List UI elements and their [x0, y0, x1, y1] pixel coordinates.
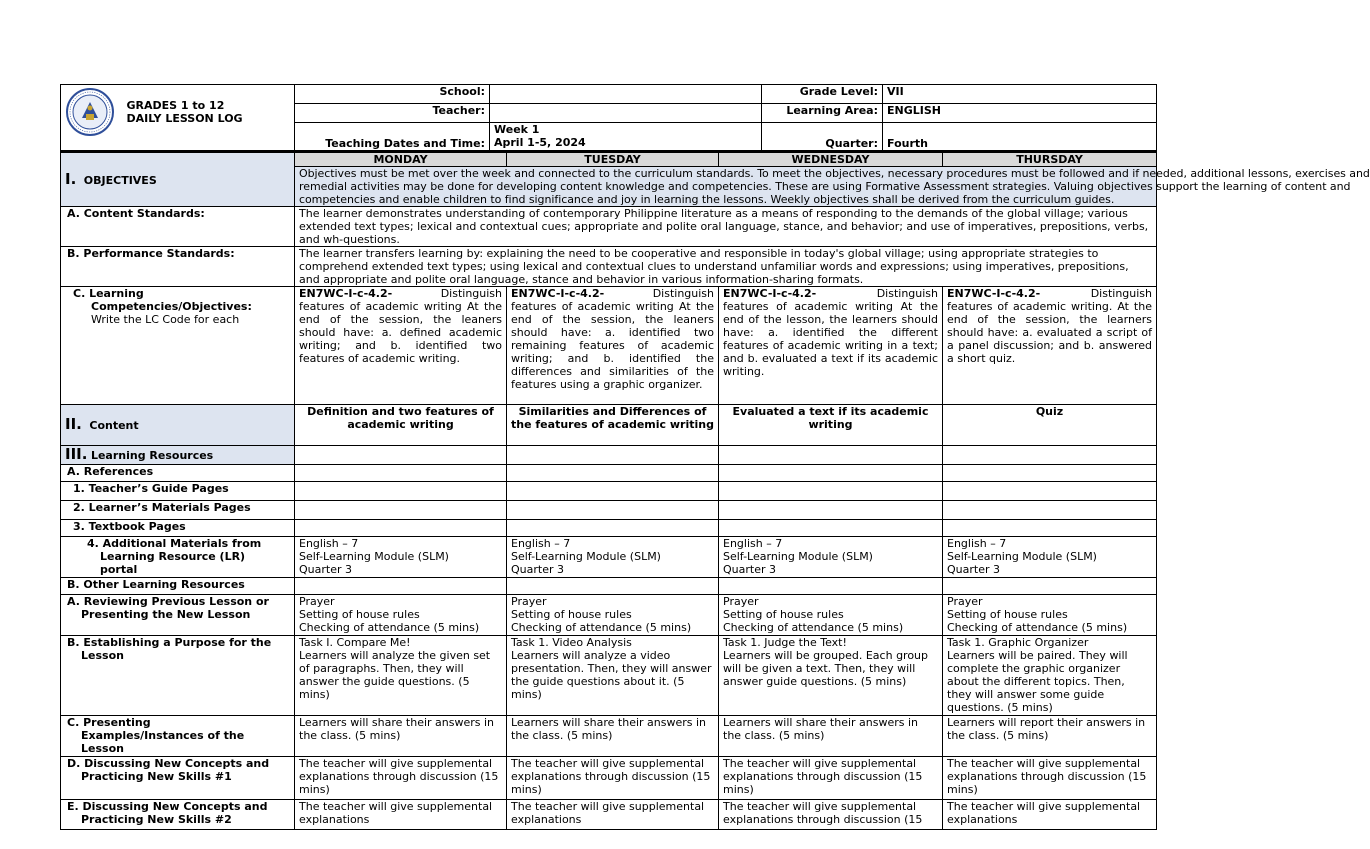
lc-code-verb: Distinguish: [1090, 287, 1152, 300]
additional-materials-line: 4. Additional Materials from: [87, 537, 262, 550]
material-line: Self-Learning Module (SLM): [723, 550, 873, 563]
purpose-label-line: B. Establishing a Purpose for the: [67, 636, 272, 649]
empty-cell: [507, 465, 719, 482]
content-wednesday: Evaluated a text if its academic writing: [719, 405, 943, 446]
competencies-label-line: Competencies/Objectives:: [91, 300, 252, 313]
review-label-line: A. Reviewing Previous Lesson or: [67, 595, 269, 608]
task-title: Task 1. Graphic Organizer: [947, 636, 1089, 649]
references-label: A. References: [61, 465, 295, 482]
review-label-line: Presenting the New Lesson: [81, 608, 251, 621]
lc-code: EN7WC-I-c-4.2-: [947, 287, 1041, 300]
task-body: Learners will be paired. They will complete the graphic organizer about the different topics. Then, they will answer some guide questions. (5 mins): [947, 649, 1128, 714]
purpose-monday: [295, 636, 507, 716]
content-label: Content: [89, 419, 139, 432]
content-heading: [61, 405, 295, 446]
other-resources-label: B. Other Learning Resources: [61, 578, 295, 595]
empty-cell: [943, 501, 1157, 520]
header-table: [60, 84, 1157, 151]
empty-cell: [719, 465, 943, 482]
presenting-wednesday: Learners will share their answers in the class. (5 mins): [719, 716, 943, 757]
competencies-label: [61, 287, 295, 405]
empty-cell: [507, 482, 719, 501]
purpose-thursday: [943, 636, 1157, 716]
teaching-dates-field[interactable]: [490, 123, 762, 151]
competency-thursday: [943, 287, 1157, 405]
teacher-label: Teacher:: [295, 104, 490, 123]
additional-materials-thursday: [943, 537, 1157, 578]
date-range-text: April 1-5, 2024: [494, 136, 586, 149]
lesson-table: [60, 151, 1370, 830]
lc-code-verb: Distinguish: [440, 287, 502, 300]
empty-cell: [295, 520, 507, 537]
learning-resources-heading: [61, 446, 295, 465]
review-label: [61, 595, 295, 636]
competency-tuesday: [507, 287, 719, 405]
objectives-roman: I.: [65, 169, 77, 188]
grade-level-label: Grade Level:: [762, 85, 883, 104]
lc-code: EN7WC-I-c-4.2-: [511, 287, 605, 300]
competency-body: features of academic writing At the end of the session, the leaners should have: a. defined academic writing; and b. identified two features of academic writing.: [299, 300, 502, 365]
quarter-field[interactable]: Fourth: [883, 123, 1157, 151]
resources-roman: III.: [65, 445, 88, 463]
teachers-guide-label: 1. Teacher’s Guide Pages: [61, 482, 295, 501]
presenting-monday: Learners will share their answers in the class. (5 mins): [295, 716, 507, 757]
week-text: Week 1: [494, 123, 540, 136]
competency-body: features of academic writing. At the end of the session, the learners should have: a. evaluated a script of a panel discussion; and b. answered a short quiz.: [947, 300, 1152, 365]
competency-body: features of academic writing At the end of the lesson, the learners should have: a. identified the different features of academic writing in a text; and b. evaluated a text if its academic writing.: [723, 300, 938, 378]
review-line: Checking of attendance (5 mins): [299, 621, 480, 634]
task-body: Learners will analyze a video presentation. Then, they will answer the guide questions about it. (5 mins): [511, 649, 712, 701]
school-label: School:: [295, 85, 490, 104]
deped-seal-icon: [65, 87, 115, 137]
task-title: Task 1. Video Analysis: [511, 636, 632, 649]
review-line: Prayer: [511, 595, 547, 608]
lc-code: EN7WC-I-c-4.2-: [723, 287, 817, 300]
day-header-thursday: THURSDAY: [943, 152, 1157, 167]
day-header-tuesday: TUESDAY: [507, 152, 719, 167]
content-roman: II.: [65, 415, 82, 433]
discussing-2-monday: The teacher will give supplemental explanations: [295, 800, 507, 830]
empty-cell: [943, 578, 1157, 595]
review-line: Checking of attendance (5 mins): [723, 621, 904, 634]
presenting-label-line: C. Presenting: [67, 716, 151, 729]
empty-cell: [295, 501, 507, 520]
material-line: Quarter 3: [947, 563, 1000, 576]
empty-cell: [943, 482, 1157, 501]
textbook-pages-label: 3. Textbook Pages: [61, 520, 295, 537]
learners-materials-label: 2. Learner’s Materials Pages: [61, 501, 295, 520]
review-line: Checking of attendance (5 mins): [947, 621, 1128, 634]
empty-cell: [507, 501, 719, 520]
additional-materials-label: [61, 537, 295, 578]
empty-cell: [295, 446, 507, 465]
discussing-label-line: Practicing New Skills #2: [81, 813, 232, 826]
review-line: Setting of house rules: [511, 608, 632, 621]
discussing-1-thursday: The teacher will give supplemental explanations through discussion (15 mins): [943, 757, 1157, 800]
material-line: English – 7: [947, 537, 1007, 550]
content-tuesday: Similarities and Differences of the features of academic writing: [507, 405, 719, 446]
content-thursday: Quiz: [943, 405, 1157, 446]
task-body: Learners will analyze the given set of paragraphs. Then, they will answer the guide questions. (5 mins): [299, 649, 491, 701]
presenting-thursday: Learners will report their answers in the class. (5 mins): [943, 716, 1157, 757]
discussing-label-line: D. Discussing New Concepts and: [67, 757, 270, 770]
discussing-2-tuesday: The teacher will give supplemental explanations: [507, 800, 719, 830]
task-body: Learners will be grouped. Each group will be given a text. Then, they will answer guide questions. (5 mins): [723, 649, 929, 688]
review-line: Setting of house rules: [947, 608, 1068, 621]
purpose-tuesday: [507, 636, 719, 716]
lesson-log-page: [60, 84, 1370, 830]
lc-code-verb: Distinguish: [652, 287, 714, 300]
discussing-1-label: [61, 757, 295, 800]
review-line: Prayer: [299, 595, 335, 608]
grades-line: GRADES 1 to 12: [126, 99, 225, 112]
objectives-note-line: competencies and enable children to find significance and joy in learning the lessons. Weekly objectives shall be derived from the curriculum guides.: [299, 193, 1115, 206]
presenting-label-line: Examples/Instances of the: [81, 729, 245, 742]
material-line: Self-Learning Module (SLM): [511, 550, 661, 563]
teacher-field[interactable]: [490, 104, 762, 123]
competency-body: features of academic writing At the end of the session, the leaners should have: a. identified two remaining features of academic writing; and b. identified the differences and similarities of the features using a graphic organizer.: [511, 300, 714, 391]
purpose-wednesday: [719, 636, 943, 716]
empty-cell: [507, 578, 719, 595]
learning-area-label: Learning Area:: [762, 104, 883, 123]
empty-cell: [943, 465, 1157, 482]
additional-materials-wednesday: [719, 537, 943, 578]
purpose-label: [61, 636, 295, 716]
material-line: English – 7: [511, 537, 571, 550]
empty-cell: [295, 578, 507, 595]
logo-cell: [61, 85, 295, 151]
teaching-dates-label: Teaching Dates and Time:: [295, 123, 490, 151]
empty-cell: [719, 446, 943, 465]
lc-code-verb: Distinguish: [876, 287, 938, 300]
material-line: Self-Learning Module (SLM): [299, 550, 449, 563]
resources-label: Learning Resources: [90, 449, 214, 462]
lc-code: EN7WC-I-c-4.2-: [299, 287, 393, 300]
review-line: Setting of house rules: [723, 608, 844, 621]
content-monday: Definition and two features of academic writing: [295, 405, 507, 446]
empty-cell: [943, 520, 1157, 537]
task-title: Task 1. Judge the Text!: [723, 636, 847, 649]
additional-materials-line: Learning Resource (LR): [100, 550, 246, 563]
school-field[interactable]: [490, 85, 762, 104]
material-line: Quarter 3: [511, 563, 564, 576]
material-line: Quarter 3: [299, 563, 352, 576]
review-line: Prayer: [947, 595, 983, 608]
quarter-label: Quarter:: [762, 123, 883, 151]
empty-cell: [943, 446, 1157, 465]
learning-area-field[interactable]: ENGLISH: [883, 104, 1157, 123]
competencies-label-line: C. Learning: [73, 287, 144, 300]
empty-cell: [507, 520, 719, 537]
discussing-2-thursday: The teacher will give supplemental explanations: [943, 800, 1157, 830]
content-standards-text: The learner demonstrates understanding of contemporary Philippine literature as a means of responding to the demands of the global village; various extended text types; lexical and contextual cues; appropriate and polite oral language, stance, and behavior; and use of imperatives, prepositions, verbs, and wh-questions.: [295, 207, 1157, 247]
discussing-1-tuesday: The teacher will give supplemental explanations through discussion (15 mins): [507, 757, 719, 800]
grade-level-field[interactable]: VII: [883, 85, 1157, 104]
empty-cell: [295, 482, 507, 501]
discussing-label-line: E. Discussing New Concepts and: [67, 800, 268, 813]
review-tuesday: [507, 595, 719, 636]
empty-cell: [295, 465, 507, 482]
discussing-label-line: Practicing New Skills #1: [81, 770, 232, 783]
discussing-2-label: [61, 800, 295, 830]
objectives-heading: [61, 152, 295, 207]
discussing-1-wednesday: The teacher will give supplemental explanations through discussion (15 mins): [719, 757, 943, 800]
competency-wednesday: [719, 287, 943, 405]
grades-title: [119, 87, 243, 125]
presenting-label-line: Lesson: [81, 742, 124, 755]
discussing-1-monday: The teacher will give supplemental explanations through discussion (15 mins): [295, 757, 507, 800]
material-line: Self-Learning Module (SLM): [947, 550, 1097, 563]
presenting-label: [61, 716, 295, 757]
performance-standards-text: The learner transfers learning by: explaining the need to be cooperative and responsible in today's global village; using appropriate strategies to comprehend extended text types; using lexical and contextual clues to understand unfamiliar words and expressions; using imperatives, prepositions, and appropriate and polite oral language, stance and behavior in various information-sharing formats.: [295, 247, 1157, 287]
objectives-note: [295, 167, 1370, 207]
daily-lesson-log-line: DAILY LESSON LOG: [126, 112, 243, 125]
day-header-wednesday: WEDNESDAY: [719, 152, 943, 167]
review-wednesday: [719, 595, 943, 636]
discussing-2-wednesday: The teacher will give supplemental explanations through discussion (15: [719, 800, 943, 830]
additional-materials-tuesday: [507, 537, 719, 578]
empty-cell: [719, 520, 943, 537]
objectives-note-line: remedial activities may be done for developing content knowledge and competencies. These are using Formative Assessment strategies. Valuing objectives support the learning of content and: [299, 180, 1351, 193]
task-title: Task I. Compare Me!: [299, 636, 411, 649]
review-line: Checking of attendance (5 mins): [511, 621, 692, 634]
objectives-note-line: Objectives must be met over the week and connected to the curriculum standards. To meet the objectives, necessary procedures must be followed and if needed, additional lessons, exercises and: [299, 167, 1370, 180]
review-line: Prayer: [723, 595, 759, 608]
empty-cell: [719, 578, 943, 595]
competency-monday: [295, 287, 507, 405]
empty-cell: [719, 501, 943, 520]
material-line: English – 7: [299, 537, 359, 550]
material-line: English – 7: [723, 537, 783, 550]
empty-cell: [507, 446, 719, 465]
review-thursday: [943, 595, 1157, 636]
presenting-tuesday: Learners will share their answers in the class. (5 mins): [507, 716, 719, 757]
review-monday: [295, 595, 507, 636]
additional-materials-line: portal: [100, 563, 138, 576]
review-line: Setting of house rules: [299, 608, 420, 621]
additional-materials-monday: [295, 537, 507, 578]
empty-cell: [719, 482, 943, 501]
objectives-label: OBJECTIVES: [83, 173, 157, 187]
purpose-label-line: Lesson: [81, 649, 124, 662]
performance-standards-label: B. Performance Standards:: [61, 247, 295, 287]
lc-code-instruction: Write the LC Code for each: [91, 313, 240, 326]
content-standards-label: A. Content Standards:: [61, 207, 295, 247]
material-line: Quarter 3: [723, 563, 776, 576]
day-header-monday: MONDAY: [295, 152, 507, 167]
